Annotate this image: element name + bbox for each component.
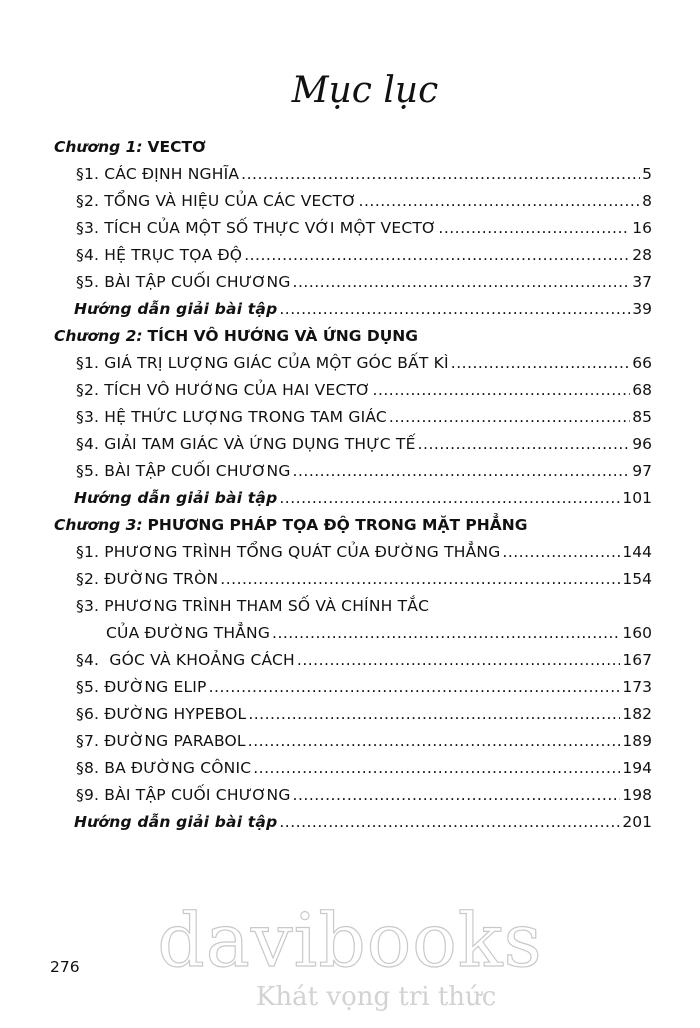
toc-guide-label: Hướng dẫn giải bài tập bbox=[74, 813, 278, 831]
dot-leader bbox=[279, 296, 630, 323]
toc-entry-label: §2. ĐƯỜNG TRÒN bbox=[76, 570, 219, 588]
dot-leader bbox=[244, 242, 630, 269]
toc-entry-page: 37 bbox=[632, 273, 652, 291]
toc-entry-label-continuation: CỦA ĐƯỜNG THẲNG bbox=[106, 624, 271, 642]
toc-entry-label: §5. BÀI TẬP CUỐI CHƯƠNG bbox=[76, 273, 291, 291]
chapter-heading bbox=[54, 323, 652, 350]
toc-entry-page: 182 bbox=[622, 705, 652, 723]
toc-entry-label: §2. TỔNG VÀ HIỆU CỦA CÁC VECTƠ bbox=[76, 192, 357, 210]
toc-entry bbox=[54, 350, 652, 377]
toc-entry-page: 194 bbox=[622, 759, 652, 777]
toc-entry-label: §9. BÀI TẬP CUỐI CHƯƠNG bbox=[76, 786, 291, 804]
dot-leader bbox=[502, 539, 620, 566]
toc-entry-page: 198 bbox=[622, 786, 652, 804]
toc-entry-label: §4. HỆ TRỤC TỌA ĐỘ bbox=[76, 246, 243, 264]
toc-entry-label: §3. TÍCH CỦA MỘT SỐ THỰC VỚI MỘT VECTƠ bbox=[76, 219, 437, 237]
dot-leader bbox=[248, 701, 620, 728]
toc-entry bbox=[54, 431, 652, 458]
toc-entry-label: §5. ĐƯỜNG ELIP bbox=[76, 678, 207, 696]
page-number: 276 bbox=[50, 958, 80, 976]
toc-entry-label: §3. HỆ THỨC LƯỢNG TRONG TAM GIÁC bbox=[76, 408, 387, 426]
toc-entry bbox=[54, 782, 652, 809]
toc-entry-label: §7. ĐƯỜNG PARABOL bbox=[76, 732, 246, 750]
toc-entry-label: §2. TÍCH VÔ HƯỚNG CỦA HAI VECTƠ bbox=[76, 381, 371, 399]
chapter-prefix: Chương 2: bbox=[54, 327, 143, 345]
toc-entry-label: §1. GIÁ TRỊ LƯỢNG GIÁC CỦA MỘT GÓC BẤT KÌ bbox=[76, 354, 449, 372]
toc-entry-continuation bbox=[54, 620, 652, 647]
toc-entry bbox=[54, 242, 652, 269]
toc-entry-page: 96 bbox=[632, 435, 652, 453]
toc-entry-label: §3. PHƯƠNG TRÌNH THAM SỐ VÀ CHÍNH TẮC bbox=[76, 597, 430, 615]
toc-entry-label: §4. GIẢI TAM GIÁC VÀ ỨNG DỤNG THỰC TẾ bbox=[76, 435, 416, 453]
toc-entry-page: 16 bbox=[632, 219, 652, 237]
toc-entry-page: 97 bbox=[632, 462, 652, 480]
toc-entry-page: 85 bbox=[632, 408, 652, 426]
chapter-name: PHƯƠNG PHÁP TỌA ĐỘ TRONG MẶT PHẲNG bbox=[147, 516, 528, 534]
toc-entry-page: 5 bbox=[642, 165, 652, 183]
toc-entry bbox=[54, 215, 652, 242]
toc-entry bbox=[54, 593, 652, 620]
toc-entry bbox=[54, 269, 652, 296]
toc-entry-page: 189 bbox=[622, 732, 652, 750]
toc-entry bbox=[54, 674, 652, 701]
table-of-contents bbox=[54, 134, 652, 836]
toc-entry bbox=[54, 404, 652, 431]
watermark-tagline: Khát vọng tri thức bbox=[256, 982, 497, 1012]
dot-leader bbox=[279, 485, 620, 512]
dot-leader bbox=[373, 377, 631, 404]
toc-entry-page: 68 bbox=[632, 381, 652, 399]
chapter-name: TÍCH VÔ HƯỚNG VÀ ỨNG DỤNG bbox=[147, 327, 419, 345]
dot-leader bbox=[359, 188, 641, 215]
toc-entry bbox=[54, 755, 652, 782]
chapter-heading bbox=[54, 512, 652, 539]
toc-guide-page: 201 bbox=[622, 813, 652, 831]
toc-entry bbox=[54, 161, 652, 188]
toc-entry-page: 8 bbox=[642, 192, 652, 210]
toc-entry-page: 173 bbox=[622, 678, 652, 696]
toc-entry bbox=[54, 539, 652, 566]
toc-entry-page: 28 bbox=[632, 246, 652, 264]
toc-guide-label: Hướng dẫn giải bài tập bbox=[74, 300, 278, 318]
toc-entry-label: §6. ĐƯỜNG HYPEBOL bbox=[76, 705, 247, 723]
toc-guide-page: 39 bbox=[632, 300, 652, 318]
dot-leader bbox=[389, 404, 630, 431]
dot-leader bbox=[293, 458, 631, 485]
dot-leader bbox=[279, 809, 620, 836]
chapter-name: VECTƠ bbox=[147, 138, 206, 156]
toc-entry-page: 66 bbox=[632, 354, 652, 372]
toc-guide-label: Hướng dẫn giải bài tập bbox=[74, 489, 278, 507]
chapter-prefix: Chương 1: bbox=[54, 138, 143, 156]
dot-leader bbox=[297, 647, 621, 674]
toc-entry-label: §8. BA ĐƯỜNG CÔNIC bbox=[76, 759, 252, 777]
dot-leader bbox=[418, 431, 631, 458]
dot-leader bbox=[209, 674, 621, 701]
chapter-prefix: Chương 3: bbox=[54, 516, 143, 534]
dot-leader bbox=[438, 215, 630, 242]
toc-entry bbox=[54, 566, 652, 593]
toc-guide-entry bbox=[54, 296, 652, 323]
dot-leader bbox=[451, 350, 630, 377]
toc-entry-label: §5. BÀI TẬP CUỐI CHƯƠNG bbox=[76, 462, 291, 480]
toc-entry-label: §1. PHƯƠNG TRÌNH TỔNG QUÁT CỦA ĐƯỜNG THẲNG bbox=[76, 543, 501, 561]
dot-leader bbox=[293, 782, 621, 809]
toc-entry-label: §4. GÓC VÀ KHOẢNG CÁCH bbox=[76, 651, 295, 669]
toc-entry bbox=[54, 701, 652, 728]
toc-entry-page: 167 bbox=[622, 651, 652, 669]
toc-entry bbox=[54, 377, 652, 404]
toc-entry-label: §1. CÁC ĐỊNH NGHĨA bbox=[76, 165, 240, 183]
chapter-heading bbox=[54, 134, 652, 161]
page-title: Mục lục bbox=[291, 70, 439, 111]
toc-entry-page: 160 bbox=[622, 624, 652, 642]
toc-entry bbox=[54, 188, 652, 215]
watermark-logo: davibooks bbox=[157, 898, 543, 984]
dot-leader bbox=[293, 269, 631, 296]
toc-guide-entry bbox=[54, 809, 652, 836]
dot-leader bbox=[241, 161, 640, 188]
dot-leader bbox=[248, 728, 621, 755]
dot-leader bbox=[220, 566, 620, 593]
toc-entry bbox=[54, 458, 652, 485]
toc-entry bbox=[54, 647, 652, 674]
toc-guide-entry bbox=[54, 485, 652, 512]
toc-entry bbox=[54, 728, 652, 755]
toc-entry-page: 154 bbox=[622, 570, 652, 588]
dot-leader bbox=[253, 755, 620, 782]
dot-leader bbox=[272, 620, 620, 647]
toc-guide-page: 101 bbox=[622, 489, 652, 507]
toc-entry-page: 144 bbox=[622, 543, 652, 561]
